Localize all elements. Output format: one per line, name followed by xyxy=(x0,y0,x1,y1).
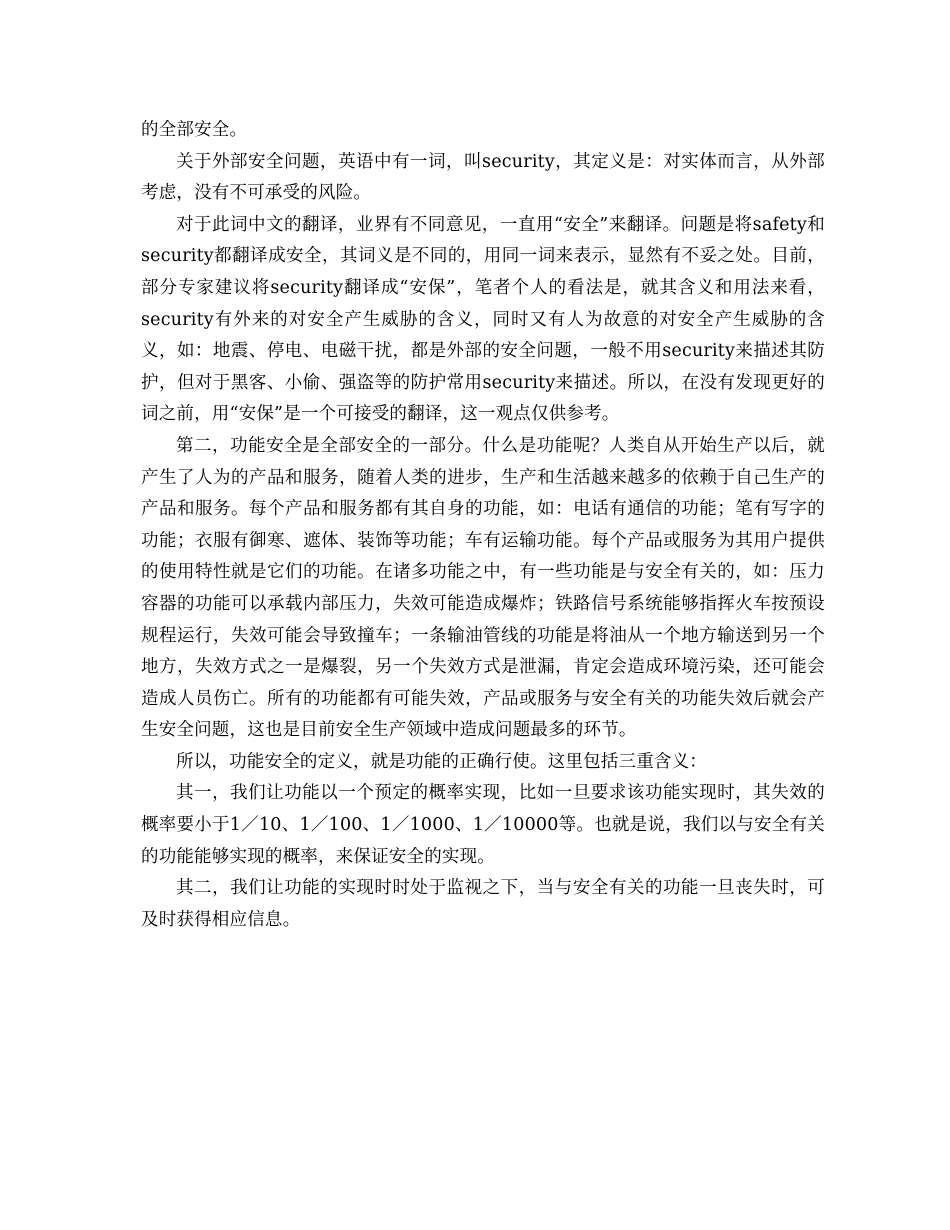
paragraph-functional-safety-definition: 所以，功能安全的定义，就是功能的正确行使。这里包括三重含义： xyxy=(176,751,707,772)
paragraph-meaning-one: 其一，我们让功能以一个预定的概率实现，比如一旦要求该功能实现时，其失效的概率要小于1／10、1／100、1／1000、1／10000等。也就是说，我们以与安全有关的功能能够实现的概率，来保证安全的实现。 xyxy=(141,783,825,867)
document-page xyxy=(141,115,825,936)
paragraph-functional-safety-part: 第二，功能安全是全部安全的一部分。什么是功能呢？人类自从开始生产以后，就产生了人为的产品和服务，随着人类的进步，生产和生活越来越多的依赖于自己生产的产品和服务。每个产品和服务都有其自身的功能，如：电话有通信的功能；笔有写字的功能；衣服有御寒、遮体、装饰等功能；车有运输功能。每个产品或服务为其用户提供的使用特性就是它们的功能。在诸多功能之中，有一些功能是与安全有关的，如：压力容器的功能可以承载内部压力，失效可能造成爆炸；铁路信号系统能够指挥火车按预设规程运行，失效可能会导致撞车；一条输油管线的功能是将油从一个地方输送到另一个地方，失效方式之一是爆裂，另一个失效方式是泄漏，肯定会造成环境污染，还可能会造成人员伤亡。所有的功能都有可能失效，产品或服务与安全有关的功能失效后就会产生安全问题，这也是目前安全生产领域中造成问题最多的环节。 xyxy=(141,435,825,741)
paragraph-translation-discussion: 对于此词中文的翻译，业界有不同意见，一直用“安全”来翻译。问题是将safety和security都翻译成安全，其词义是不同的，用同一词来表示，显然有不妥之处。目前，部分专家建议将security翻译成“安保”，笔者个人的看法是，就其含义和用法来看，security有外来的对安全产生威胁的含义，同时又有人为故意的对安全产生威胁的含义，如：地震、停电、电磁干扰，都是外部的安全问题，一般不用security来描述其防护，但对于黑客、小偷、强盗等的防护常用security来描述。所以，在没有发现更好的词之前，用“安保”是一个可接受的翻译，这一观点仅供参考。 xyxy=(141,214,825,425)
paragraph-continuation: 的全部安全。 xyxy=(141,120,248,140)
paragraph-meaning-two: 其二，我们让功能的实现时时处于监视之下，当与安全有关的功能一旦丧失时，可及时获得相应信息。 xyxy=(141,878,825,930)
paragraph-security-definition: 关于外部安全问题，英语中有一词，叫security，其定义是：对实体而言，从外部考虑，没有不可承受的风险。 xyxy=(141,151,825,204)
